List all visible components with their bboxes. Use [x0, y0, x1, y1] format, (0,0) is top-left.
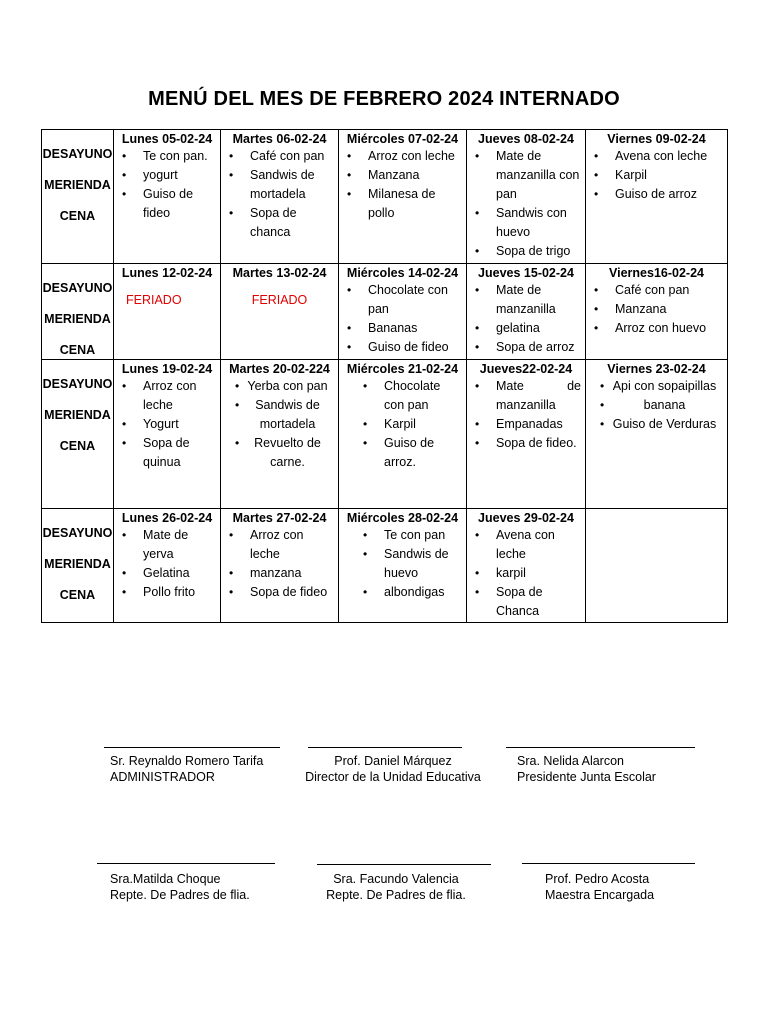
meal-item: • Sopa de quinua	[114, 434, 220, 472]
holiday-note: FERIADO	[126, 293, 182, 307]
day-header: Lunes 19-02-24	[121, 362, 213, 376]
meal-list	[221, 147, 338, 242]
meal-item: • Revuelto de carne.	[221, 434, 338, 472]
meal-list	[467, 281, 585, 357]
meal-item: • Guiso de fideo	[339, 338, 466, 357]
meal-item: • Te con pan	[355, 526, 466, 545]
meal-item: • Guiso de Verduras	[586, 415, 727, 434]
day-cell	[467, 264, 586, 360]
label-desayuno: DESAYUNO	[42, 526, 113, 540]
meal-item: • Guiso de arroz	[586, 185, 727, 204]
day-cell	[339, 509, 467, 623]
meal-list	[586, 147, 727, 204]
meal-list	[114, 377, 220, 472]
day-cell	[586, 264, 728, 360]
meal-item: • Sopa de fideo	[221, 583, 338, 602]
day-cell	[467, 360, 586, 509]
day-cell	[467, 509, 586, 623]
signature-line	[104, 747, 280, 748]
meal-item: • Chocolate con pan	[355, 377, 466, 415]
meal-item: • Mate de yerva	[114, 526, 220, 564]
day-header: Martes 27-02-24	[232, 511, 327, 525]
day-header: Miércoles 28-02-24	[346, 511, 459, 525]
meal-list	[221, 526, 338, 602]
meal-item: • Sandwis de mortadela	[221, 396, 338, 434]
day-cell	[114, 360, 221, 509]
label-merienda: MERIENDA	[44, 312, 111, 326]
page-title: MENÚ DEL MES DE FEBRERO 2024 INTERNADO	[148, 88, 620, 110]
meal-list	[467, 377, 585, 453]
signature-line	[97, 863, 275, 864]
meal-list	[339, 281, 466, 357]
meal-item: • Sandwis de mortadela	[221, 166, 338, 204]
signature-block	[545, 871, 654, 903]
signer-name: Sra. Nelida Alarcon	[517, 754, 625, 768]
meal-list	[221, 377, 338, 472]
day-cell	[221, 264, 339, 360]
meal-labels	[42, 360, 114, 509]
signature-block	[110, 871, 250, 903]
day-cell	[339, 264, 467, 360]
meal-item: • Arroz con huevo	[586, 319, 727, 338]
meal-list	[339, 147, 466, 223]
meal-item: • Bananas	[339, 319, 466, 338]
day-header: Lunes 12-02-24	[121, 266, 213, 280]
meal-list	[339, 377, 466, 472]
meal-list	[467, 526, 585, 621]
meal-item: • Arroz con leche	[221, 526, 338, 564]
signer-role: ADMINISTRADOR	[110, 770, 215, 784]
signer-name: Prof. Pedro Acosta	[545, 872, 650, 886]
meal-item: • Sopa de arroz	[467, 338, 585, 357]
meal-item: • Empanadas	[467, 415, 585, 434]
meal-item: • gelatina	[467, 319, 585, 338]
meal-item: • Avena con leche	[586, 147, 727, 166]
signer-name: Sr. Reynaldo Romero Tarifa	[110, 754, 264, 768]
week-row	[42, 264, 728, 360]
meal-item: • Yogurt	[114, 415, 220, 434]
day-header: Miércoles 07-02-24	[346, 132, 459, 146]
day-header: Miércoles 21-02-24	[346, 362, 459, 376]
week-row	[42, 130, 728, 264]
meal-item: • Pollo frito	[114, 583, 220, 602]
day-header: Viernes 09-02-24	[607, 132, 706, 146]
meal-labels	[42, 509, 114, 623]
menu-table	[41, 129, 728, 623]
signature-block	[517, 753, 656, 785]
day-cell	[339, 130, 467, 264]
day-cell	[114, 130, 221, 264]
day-header: Martes 20-02-224	[229, 362, 330, 376]
meal-item: • Karpil	[586, 166, 727, 185]
holiday-note: FERIADO	[251, 293, 308, 307]
meal-item: • Sopa de chanca	[221, 204, 338, 242]
signature-line	[317, 864, 491, 865]
signer-role: Director de la Unidad Educativa	[305, 770, 481, 784]
day-cell	[221, 130, 339, 264]
day-cell	[339, 360, 467, 509]
signer-name: Sra.Matilda Choque	[110, 872, 221, 886]
label-merienda: MERIENDA	[44, 178, 111, 192]
label-cena: CENA	[59, 588, 96, 602]
meal-item: • Milanesa de pollo	[339, 185, 466, 223]
meal-item: • Manzana	[586, 300, 727, 319]
day-header: Miércoles 14-02-24	[346, 266, 459, 280]
meal-item: • Sopa de trigo	[467, 242, 585, 261]
day-header: Lunes 05-02-24	[121, 132, 213, 146]
day-header: Jueves 15-02-24	[478, 266, 574, 280]
day-header: Viernes 23-02-24	[607, 362, 706, 376]
meal-item: • Guiso de fideo	[114, 185, 220, 223]
meal-item: • karpil	[467, 564, 585, 583]
label-merienda: MERIENDA	[44, 408, 111, 422]
meal-item: • Sandwis con huevo	[467, 204, 585, 242]
meal-list	[586, 281, 727, 338]
label-cena: CENA	[59, 439, 96, 453]
meal-item: • albondigas	[355, 583, 466, 602]
day-cell	[586, 360, 728, 509]
day-cell	[586, 130, 728, 264]
meal-item: • Café con pan	[586, 281, 727, 300]
meal-item: • Sandwis de huevo	[355, 545, 466, 583]
day-header: Jueves22-02-24	[479, 362, 573, 376]
meal-item: • Karpil	[355, 415, 466, 434]
meal-item: • Sopa de fideo.	[467, 434, 585, 453]
week-row	[42, 360, 728, 509]
day-header: Jueves 08-02-24	[478, 132, 574, 146]
meal-list	[114, 147, 220, 223]
day-header: Martes 06-02-24	[232, 132, 327, 146]
meal-item: • banana	[586, 396, 727, 415]
meal-item: • Mate de manzanilla	[467, 377, 585, 415]
meal-list	[586, 377, 727, 434]
label-desayuno: DESAYUNO	[42, 147, 113, 161]
meal-item: • Arroz con leche	[114, 377, 220, 415]
meal-list	[467, 147, 585, 261]
meal-item: • Café con pan	[221, 147, 338, 166]
label-desayuno: DESAYUNO	[42, 281, 113, 295]
meal-item: • manzana	[221, 564, 338, 583]
meal-list	[339, 526, 466, 602]
meal-item: • yogurt	[114, 166, 220, 185]
meal-item: • Mate de manzanilla	[467, 281, 585, 319]
label-merienda: MERIENDA	[44, 557, 111, 571]
meal-list	[114, 526, 220, 602]
meal-item: • Te con pan.	[114, 147, 220, 166]
signature-line	[308, 747, 462, 748]
meal-item: • Mate de manzanilla con pan	[467, 147, 585, 204]
day-cell	[221, 360, 339, 509]
signature-block	[299, 753, 487, 785]
day-header: Jueves 29-02-24	[478, 511, 574, 525]
signature-block	[322, 871, 470, 903]
day-cell	[114, 509, 221, 623]
meal-item: • Api con sopaipillas	[586, 377, 727, 396]
meal-item: • Gelatina	[114, 564, 220, 583]
meal-item: • Guiso de arroz.	[355, 434, 466, 472]
meal-item: • Yerba con pan	[221, 377, 338, 396]
day-header: Viernes16-02-24	[609, 266, 704, 280]
meal-labels	[42, 130, 114, 264]
day-cell	[467, 130, 586, 264]
meal-item: • Avena con leche	[467, 526, 585, 564]
meal-item: • Chocolate con pan	[339, 281, 466, 319]
label-cena: CENA	[59, 209, 96, 223]
signer-role: Repte. De Padres de flia.	[110, 888, 250, 902]
day-header: Martes 13-02-24	[232, 266, 327, 280]
signer-name: Prof. Daniel Márquez	[334, 754, 452, 768]
meal-item: • Sopa de Chanca	[467, 583, 585, 621]
day-cell	[114, 264, 221, 360]
day-header: Lunes 26-02-24	[121, 511, 213, 525]
week-row	[42, 509, 728, 623]
signature-block	[110, 753, 263, 785]
signer-role: Presidente Junta Escolar	[517, 770, 656, 784]
signature-line	[506, 747, 695, 748]
signer-role: Maestra Encargada	[545, 888, 655, 902]
meal-item: • Arroz con leche	[339, 147, 466, 166]
meal-item: • Manzana	[339, 166, 466, 185]
empty-day-cell	[586, 509, 728, 623]
label-desayuno: DESAYUNO	[42, 377, 113, 391]
meal-labels	[42, 264, 114, 360]
signer-name: Sra. Facundo Valencia	[333, 872, 459, 886]
day-cell	[221, 509, 339, 623]
signer-role: Repte. De Padres de flia.	[326, 888, 466, 902]
label-cena: CENA	[59, 343, 96, 357]
signature-line	[522, 863, 695, 864]
